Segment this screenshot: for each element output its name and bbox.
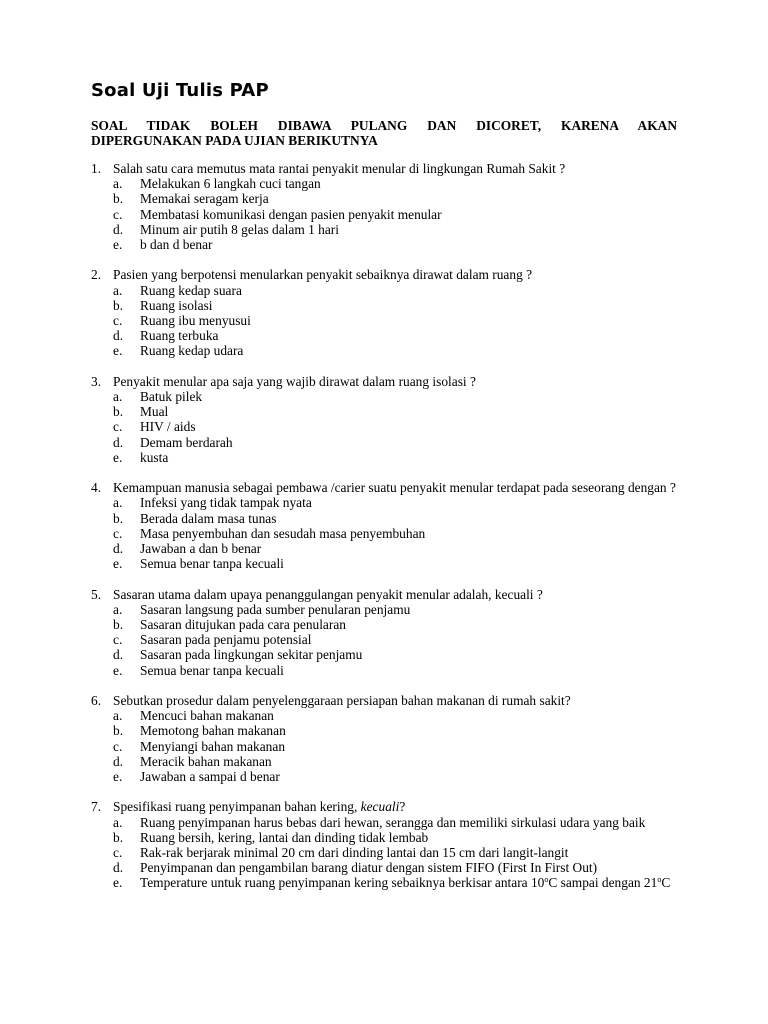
- option-letter: c.: [113, 419, 123, 435]
- option-a: [91, 602, 677, 617]
- option-b: [91, 404, 677, 419]
- option-text: Jawaban a sampai d benar: [140, 769, 280, 785]
- option-text: Meracik bahan makanan: [140, 753, 272, 769]
- question-list: [91, 161, 677, 906]
- option-letter: c.: [113, 525, 123, 541]
- question-emphasis: kecuali: [360, 799, 400, 815]
- option-d: [91, 541, 677, 556]
- option-text: Infeksi yang tidak tampak nyata: [140, 495, 312, 511]
- option-letter: d.: [113, 221, 124, 237]
- option-text: Semua benar tanpa kecuali: [140, 556, 284, 572]
- option-letter: e.: [113, 343, 123, 359]
- option-letter: c.: [113, 313, 123, 329]
- question-text-before: Spesifikasi ruang penyimpanan bahan kering,: [113, 799, 361, 815]
- option-e: [91, 450, 677, 465]
- warning-line-1: SOAL TIDAK BOLEH DIBAWA PULANG DAN DICORET, KARENA AKAN: [91, 118, 677, 133]
- option-e: [91, 663, 677, 678]
- option-text: Menyiangi bahan makanan: [140, 738, 286, 754]
- option-b: [91, 830, 677, 845]
- option-b: [91, 298, 677, 313]
- option-text: Semua benar tanpa kecuali: [140, 662, 284, 678]
- option-e: [91, 237, 677, 252]
- option-text: Masa penyembuhan dan sesudah masa penyembuhan: [140, 525, 426, 541]
- option-a: [91, 283, 677, 298]
- option-letter: e.: [113, 556, 123, 572]
- option-text: Mencuci bahan makanan: [140, 708, 274, 724]
- option-text: Ruang kedap udara: [140, 343, 244, 359]
- option-letter: b.: [113, 723, 124, 739]
- option-letter: c.: [113, 845, 123, 861]
- option-a: [91, 389, 677, 404]
- option-text: Jawaban a dan b benar: [140, 541, 262, 557]
- option-text: Sasaran langsung pada sumber penularan penjamu: [140, 601, 411, 617]
- option-letter: e.: [113, 237, 123, 253]
- option-text: Ruang terbuka: [140, 328, 219, 344]
- option-a: [91, 176, 677, 191]
- option-letter: d.: [113, 434, 124, 450]
- question-number: 2.: [91, 267, 102, 283]
- question-number: 5.: [91, 586, 102, 602]
- option-list: [91, 815, 677, 891]
- option-list: [91, 495, 677, 571]
- option-list: [91, 389, 677, 465]
- option-letter: e.: [113, 769, 123, 785]
- option-b: [91, 617, 677, 632]
- option-c: [91, 845, 677, 860]
- option-text: Minum air putih 8 gelas dalam 1 hari: [140, 221, 339, 237]
- option-e: [91, 769, 677, 784]
- option-text-part: C: [661, 875, 671, 891]
- option-text: Rak-rak berjarak minimal 20 cm dari dinding lantai dan 15 cm dari langit-langit: [140, 845, 569, 861]
- option-c: [91, 739, 677, 754]
- question-3: [91, 374, 677, 465]
- option-d: [91, 435, 677, 450]
- document-title: Soal Uji Tulis PAP: [91, 80, 269, 101]
- option-letter: b.: [113, 297, 124, 313]
- option-d: [91, 328, 677, 343]
- option-letter: e.: [113, 875, 123, 891]
- question-number: 4.: [91, 480, 102, 496]
- option-letter: c.: [113, 632, 123, 648]
- degree-superscript: o: [657, 875, 662, 885]
- question-7: [91, 799, 677, 890]
- option-letter: c.: [113, 206, 123, 222]
- question-text: Kemampuan manusia sebagai pembawa /carier suatu penyakit menular terdapat pada seseorang dengan ?: [113, 480, 676, 496]
- option-letter: d.: [113, 328, 124, 344]
- option-text: b dan d benar: [140, 237, 213, 253]
- option-letter: b.: [113, 829, 124, 845]
- option-letter: a.: [113, 389, 123, 405]
- option-letter: a.: [113, 814, 123, 830]
- option-text: Ruang kedap suara: [140, 282, 242, 298]
- question-text-after: ?: [399, 799, 406, 815]
- question-number: 6.: [91, 693, 102, 709]
- option-letter: a.: [113, 495, 123, 511]
- option-text: Berada dalam masa tunas: [140, 510, 277, 526]
- option-letter: a.: [113, 601, 123, 617]
- option-d: [91, 860, 677, 875]
- option-b: [91, 511, 677, 526]
- option-a: [91, 495, 677, 510]
- option-e: [91, 556, 677, 571]
- option-c: [91, 313, 677, 328]
- option-text-part: C sampai dengan 21: [548, 875, 658, 891]
- option-text: Memotong bahan makanan: [140, 723, 286, 739]
- option-list: [91, 176, 677, 252]
- option-letter: d.: [113, 647, 124, 663]
- option-c: [91, 632, 677, 647]
- question-text: Pasien yang berpotensi menularkan penyakit sebaiknya dirawat dalam ruang ?: [113, 267, 533, 283]
- option-list: [91, 283, 677, 359]
- option-text: Membatasi komunikasi dengan pasien penyakit menular: [140, 206, 442, 222]
- option-letter: a.: [113, 708, 123, 724]
- option-text: Ruang penyimpanan harus bebas dari hewan, serangga dan memiliki sirkulasi udara yang baik: [140, 814, 646, 830]
- option-text: Ruang ibu menyusui: [140, 313, 251, 329]
- option-e: [91, 875, 677, 890]
- option-c: [91, 419, 677, 434]
- option-letter: d.: [113, 860, 124, 876]
- question-text: [113, 799, 677, 814]
- option-letter: b.: [113, 404, 124, 420]
- option-d: [91, 222, 677, 237]
- option-letter: c.: [113, 738, 123, 754]
- warning-line-2: DIPERGUNAKAN PADA UJIAN BERIKUTNYA: [91, 133, 378, 148]
- option-c: [91, 207, 677, 222]
- option-text: HIV / aids: [140, 419, 196, 435]
- option-b: [91, 723, 677, 738]
- option-a: [91, 708, 677, 723]
- option-d: [91, 647, 677, 662]
- option-text: Sasaran pada penjamu potensial: [140, 632, 312, 648]
- option-list: [91, 602, 677, 678]
- question-4: [91, 480, 677, 571]
- option-letter: d.: [113, 541, 124, 557]
- option-d: [91, 754, 677, 769]
- question-text: Salah satu cara memutus mata rantai penyakit menular di lingkungan Rumah Sakit ?: [113, 161, 566, 176]
- option-text: Sasaran ditujukan pada cara penularan: [140, 617, 346, 633]
- question-6: [91, 693, 677, 784]
- option-letter: a.: [113, 282, 123, 298]
- option-letter: b.: [113, 510, 124, 526]
- question-text: Penyakit menular apa saja yang wajib dirawat dalam ruang isolasi ?: [113, 373, 476, 389]
- warning-notice: [91, 118, 677, 148]
- option-list: [91, 708, 677, 784]
- option-text-part: Temperature untuk ruang penyimpanan kering sebaiknya berkisar antara 10: [140, 875, 545, 891]
- option-text: Penyimpanan dan pengambilan barang diatur dengan sistem FIFO (First In First Out): [140, 860, 598, 876]
- option-letter: e.: [113, 662, 123, 678]
- option-letter: d.: [113, 753, 124, 769]
- option-text: Sasaran pada lingkungan sekitar penjamu: [140, 647, 363, 663]
- option-text: Ruang isolasi: [140, 297, 213, 313]
- option-c: [91, 526, 677, 541]
- option-letter: e.: [113, 449, 123, 465]
- option-a: [91, 815, 677, 830]
- option-letter: a.: [113, 176, 123, 192]
- option-b: [91, 191, 677, 206]
- option-e: [91, 343, 677, 358]
- option-text: Batuk pilek: [140, 389, 203, 405]
- question-1: [91, 161, 677, 252]
- option-text: Demam berdarah: [140, 434, 233, 450]
- option-text: kusta: [140, 449, 169, 465]
- option-text: [140, 875, 677, 890]
- option-text: Mual: [140, 404, 169, 420]
- question-number: 1.: [91, 161, 102, 176]
- question-2: [91, 267, 677, 358]
- option-text: Memakai seragam kerja: [140, 191, 269, 207]
- option-letter: b.: [113, 617, 124, 633]
- option-text: Melakukan 6 langkah cuci tangan: [140, 176, 321, 192]
- question-number: 7.: [91, 799, 102, 815]
- question-5: [91, 587, 677, 678]
- degree-superscript: o: [544, 875, 549, 885]
- question-text: Sasaran utama dalam upaya penanggulangan penyakit menular adalah, kecuali ?: [113, 586, 543, 602]
- option-text: Ruang bersih, kering, lantai dan dinding tidak lembab: [140, 829, 429, 845]
- question-text: Sebutkan prosedur dalam penyelenggaraan persiapan bahan makanan di rumah sakit?: [113, 693, 571, 709]
- option-letter: b.: [113, 191, 124, 207]
- question-number: 3.: [91, 373, 102, 389]
